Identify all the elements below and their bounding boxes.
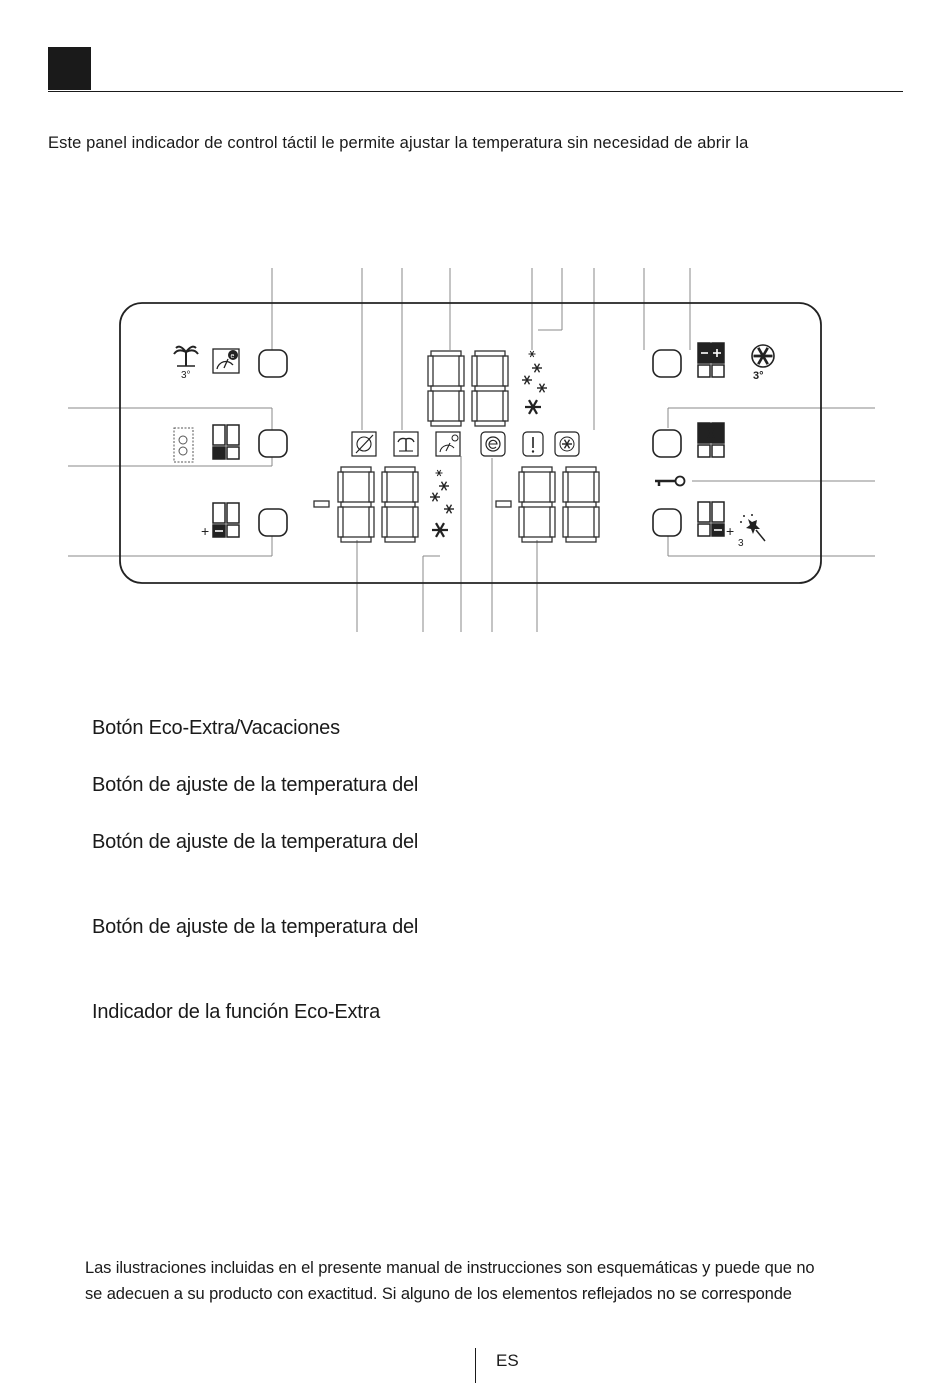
quick-cool-plus-icon: +	[726, 523, 735, 539]
freezer-temp-button[interactable]	[259, 509, 287, 536]
legend-item: Botón de ajuste de la temperatura del	[92, 774, 419, 796]
freezer-digit-2	[382, 467, 418, 542]
fridge-fruits-icon	[174, 428, 193, 462]
ice-indicator-icon	[555, 432, 579, 456]
footnote-line-2: se adecuen a su producto con exactitud. Si alguno de los elementos reflejados no se corresponde	[85, 1285, 792, 1303]
fridge-digit-2	[563, 467, 599, 542]
quick-cool-temp-label: 3	[738, 538, 744, 549]
freezer-minus-segment	[314, 501, 329, 507]
ice-button[interactable]	[653, 430, 681, 457]
control-panel-diagram	[0, 260, 950, 640]
page-language: ES	[496, 1351, 519, 1370]
fridge-minus-segment	[496, 501, 511, 507]
quick-freeze-button[interactable]	[653, 350, 681, 377]
palm-tree-icon	[174, 347, 198, 366]
vacation-indicator-icon	[394, 432, 418, 456]
eco-extra-vacation-button[interactable]	[259, 350, 287, 377]
magic-wand-icon	[740, 514, 765, 541]
legend-item: Botón de ajuste de la temperatura del	[92, 831, 419, 853]
freezer-digit-1	[338, 467, 374, 542]
quick-cool-button[interactable]	[653, 509, 681, 536]
legend-item: Botón de ajuste de la temperatura del	[92, 916, 419, 938]
top-digit-2	[472, 351, 508, 426]
page-separator	[475, 1348, 476, 1383]
fridge-temp-button[interactable]	[259, 430, 287, 457]
fan-off-indicator-icon	[352, 432, 376, 456]
callout-lines-top	[272, 268, 690, 430]
ice-temp-label: 3°	[753, 370, 764, 382]
ice-maker-icon	[752, 345, 774, 367]
legend-item: Botón Eco-Extra/Vacaciones	[92, 717, 340, 739]
eco-gauge-icon	[213, 349, 239, 373]
callout-lines-bottom	[357, 456, 537, 632]
legend-item: Indicador de la función Eco-Extra	[92, 1001, 381, 1023]
footnote-line-1: Las ilustraciones incluidas en el presente manual de instrucciones son esquemáticas y puede que no	[85, 1259, 815, 1277]
intro-text: Este panel indicador de control táctil le permite ajustar la temperatura sin necesidad de abrir la	[48, 134, 749, 152]
top-digit-1	[428, 351, 464, 426]
svg-text:e: e	[230, 353, 235, 360]
alarm-indicator-icon	[523, 432, 543, 456]
section-marker	[48, 47, 91, 90]
economy-indicator-icon	[481, 432, 505, 456]
key-lock-icon	[655, 477, 685, 487]
plus-sign-icon: +	[201, 523, 210, 539]
vacation-temp-label: 3°	[181, 370, 191, 381]
top-snowflake-levels-icon	[522, 351, 547, 414]
callout-lines-side	[68, 408, 875, 556]
fridge-digit-1	[519, 467, 555, 542]
header-rule	[48, 91, 903, 92]
eco-extra-indicator-icon	[436, 432, 460, 456]
freezer-snowflake-levels-icon	[430, 470, 454, 537]
